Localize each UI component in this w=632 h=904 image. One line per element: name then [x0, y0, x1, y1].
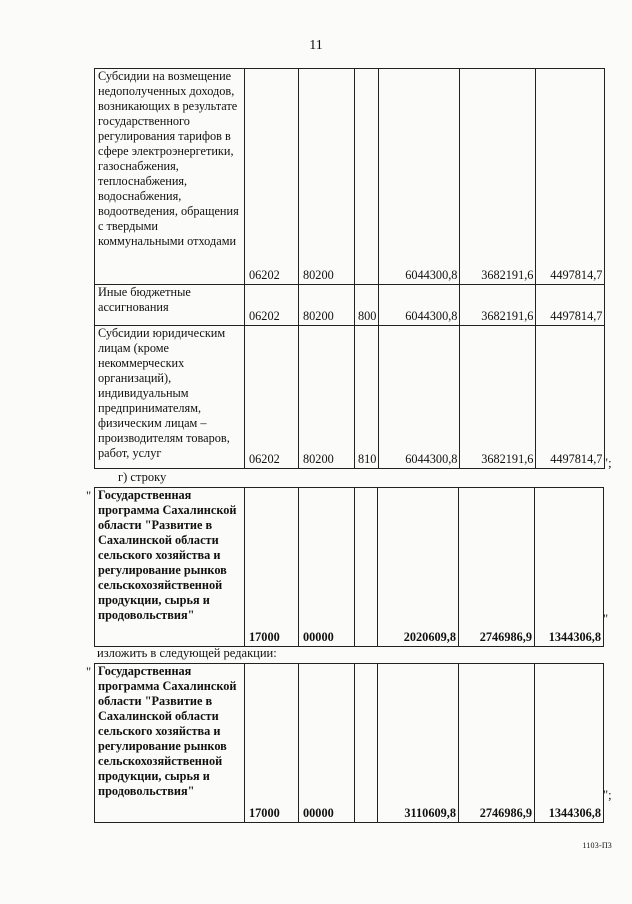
section-code-cell: 17000 — [245, 664, 299, 823]
section-code-cell: 06202 — [245, 69, 299, 285]
sum-year3-cell: 1344306,8 — [535, 664, 604, 823]
row-name-cell — [95, 285, 245, 326]
table-row — [95, 488, 604, 647]
row-name-cell — [95, 664, 245, 823]
closing-quote: "; — [603, 788, 612, 802]
row-name-cell — [95, 69, 245, 285]
section-code-cell: 17000 — [245, 488, 299, 647]
opening-quote: " — [86, 665, 92, 679]
sum-year2-cell: 3682191,6 — [460, 285, 536, 326]
opening-quote: " — [86, 489, 92, 503]
table-row — [95, 285, 605, 326]
row-name: Субсидии на возмещение недополученных доходов, возникающих в результате государственного регулирования тарифов в сфере электроэнергетики, газоснабжения, теплоснабжения, водоснабжения, водоотведения, обращения с твердыми коммунальными отходами — [98, 69, 239, 248]
sum-year2-cell: 2746986,9 — [459, 664, 535, 823]
target-code-cell: 80200 — [299, 326, 355, 469]
target-code-cell: 80200 — [299, 285, 355, 326]
sum-year2-cell: 2746986,9 — [459, 488, 535, 647]
closing-quote: " — [603, 612, 609, 626]
sum-year3-cell: 4497814,7 — [536, 69, 605, 285]
table-row — [95, 664, 604, 823]
target-code-cell: 80200 — [299, 69, 355, 285]
section-code-cell: 06202 — [245, 326, 299, 469]
target-code-cell: 00000 — [299, 488, 355, 647]
instruction-g: г) строку — [118, 470, 167, 484]
sum-year2-cell: 3682191,6 — [460, 326, 536, 469]
sum-year3-cell: 4497814,7 — [536, 285, 605, 326]
budget-table-continued — [94, 68, 605, 469]
expense-type-cell — [355, 664, 378, 823]
sum-year1-cell: 3110609,8 — [378, 664, 459, 823]
sum-year1-cell: 6044300,8 — [379, 69, 460, 285]
sum-year2-cell: 3682191,6 — [460, 69, 536, 285]
row-name: Субсидии юридическим лицам (кроме некоммерческих организаций), индивидуальным предпринимателям, физическим лицам – производителям товаров, работ, услуг — [98, 326, 230, 460]
program-row-old-table — [94, 487, 604, 647]
sum-year1-cell: 6044300,8 — [379, 285, 460, 326]
program-row-new-table — [94, 663, 604, 823]
row-name-cell — [95, 326, 245, 469]
page-number: 11 — [309, 38, 323, 53]
sum-year3-cell: 1344306,8 — [535, 488, 604, 647]
closing-quote: "; — [603, 456, 612, 470]
expense-type-cell — [355, 488, 378, 647]
row-name-cell — [95, 488, 245, 647]
sum-year1-cell: 2020609,8 — [378, 488, 459, 647]
expense-type-cell: 810 — [355, 326, 379, 469]
row-name: Государственная программа Сахалинской области "Развитие в Сахалинской области сельского хозяйства и регулирование рынков сельскохозяйственной продукции, сырья и продовольствия" — [98, 488, 237, 622]
expense-type-cell: 800 — [355, 285, 379, 326]
expense-type-cell — [355, 69, 379, 285]
target-code-cell: 00000 — [299, 664, 355, 823]
sum-year1-cell: 6044300,8 — [379, 326, 460, 469]
table-row — [95, 326, 605, 469]
row-name: Иные бюджетные ассигнования — [98, 285, 191, 314]
instruction-redaction: изложить в следующей редакции: — [97, 646, 277, 660]
table-row — [95, 69, 605, 285]
sum-year3-cell: 4497814,7 — [536, 326, 605, 469]
section-code-cell: 06202 — [245, 285, 299, 326]
row-name: Государственная программа Сахалинской области "Развитие в Сахалинской области сельского хозяйства и регулирование рынков сельскохозяйственной продукции, сырья и продовольствия" — [98, 664, 237, 798]
document-code: 1103-П3 — [582, 841, 612, 850]
